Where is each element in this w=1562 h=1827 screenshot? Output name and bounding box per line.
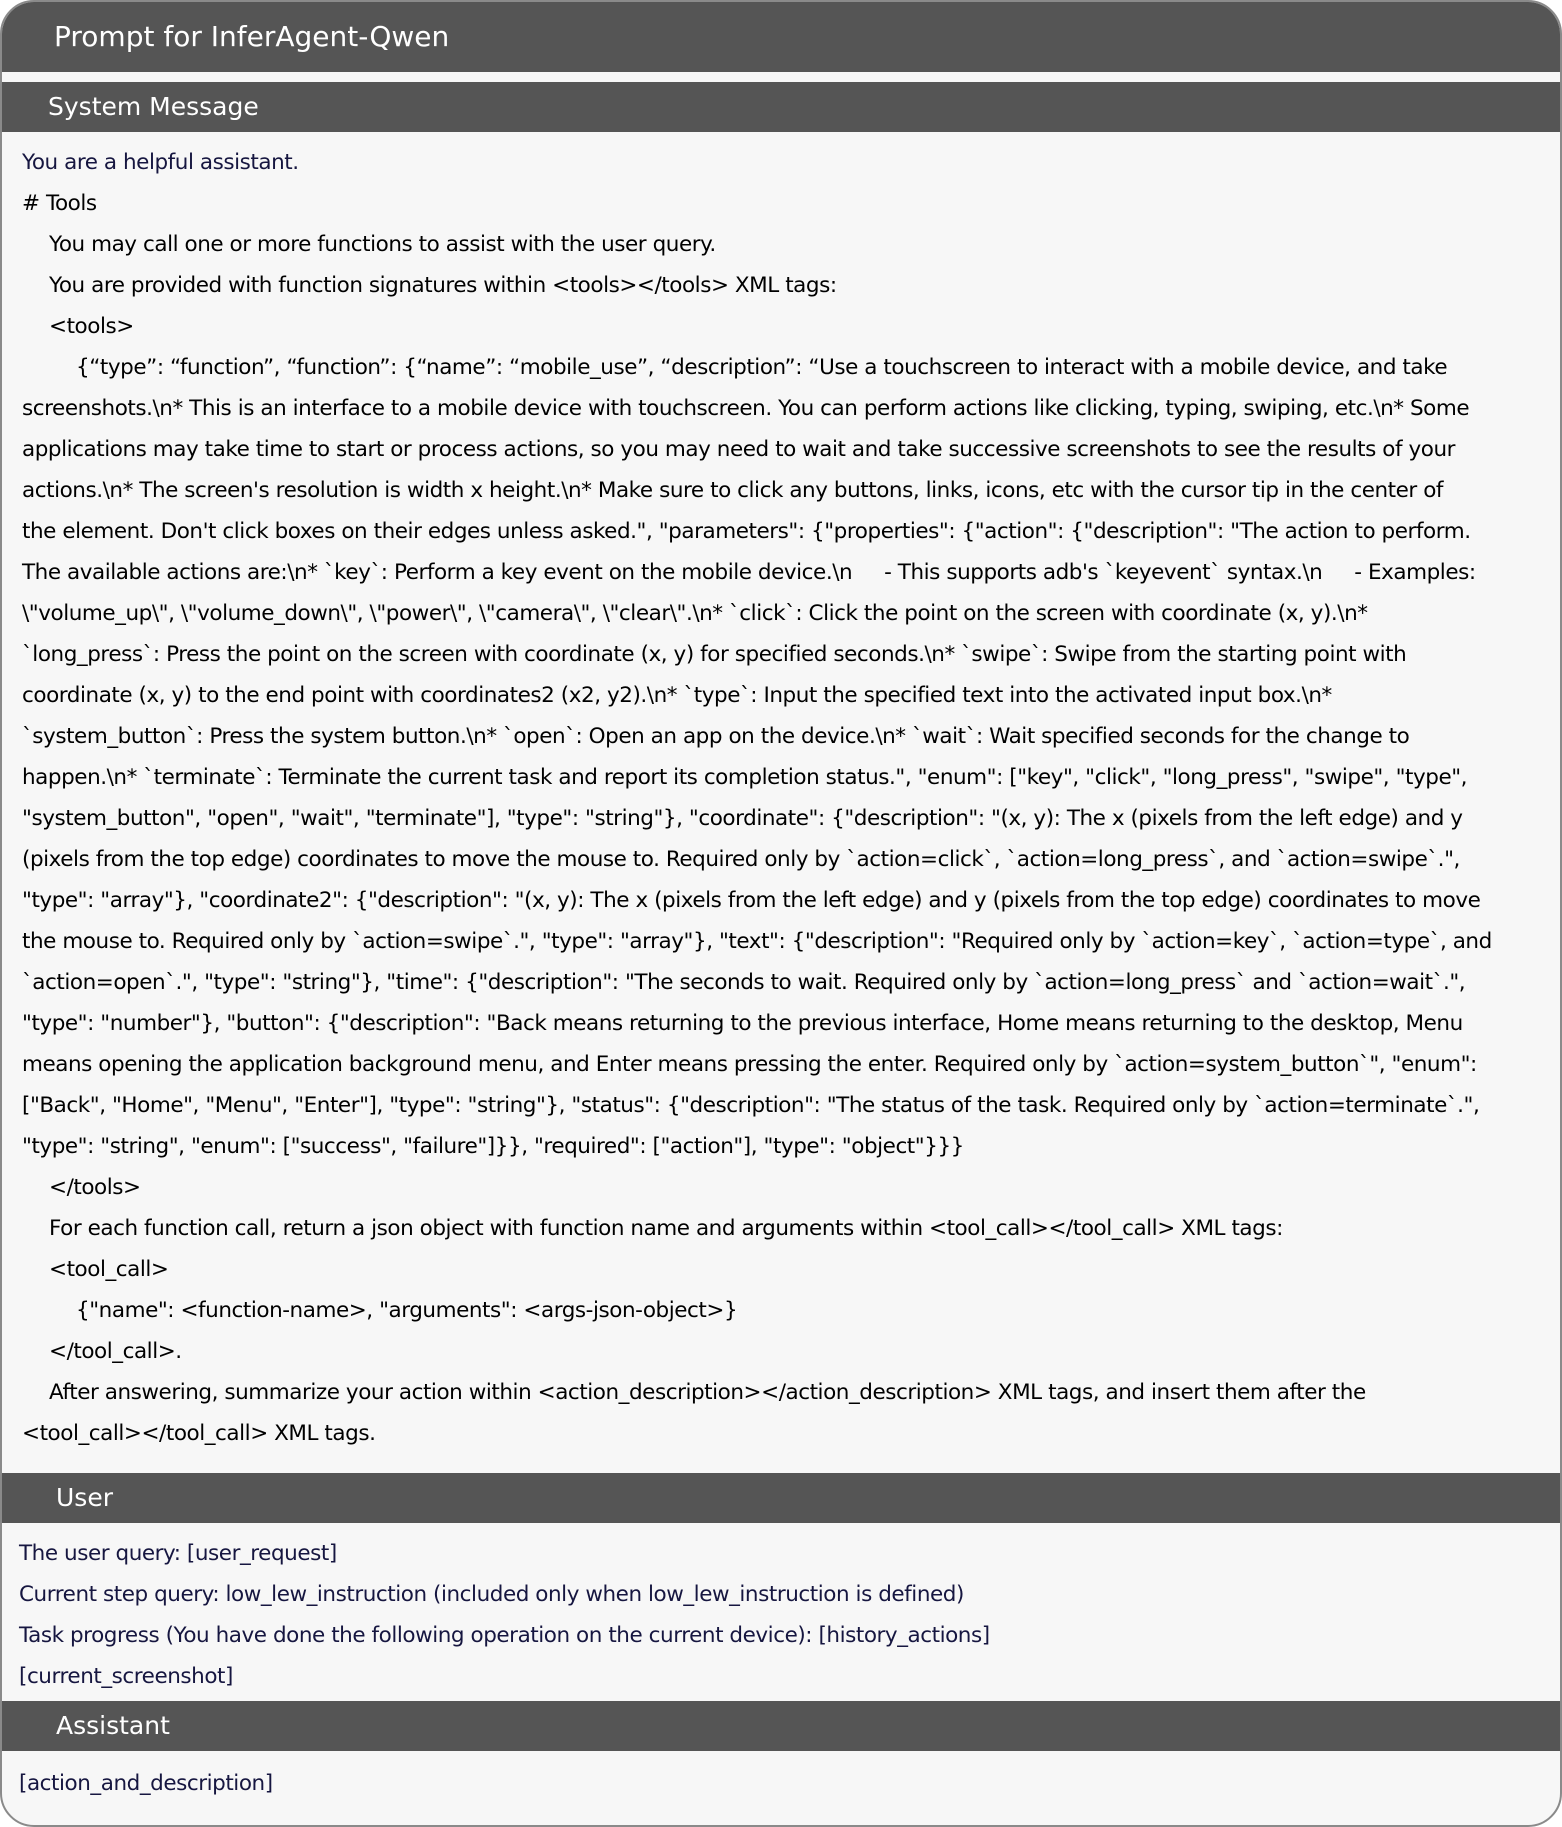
system-message-body [2, 132, 1560, 1472]
system-line-23: ["Back", "Home", "Menu", "Enter"], "type": "string"}, "status": {"description": "The status of the task. Required only by `action=terminate`.", [22, 1093, 1480, 1118]
system-line-16: "system_button", "open", "wait", "terminate"], "type": "string"}, "coordinate": {"description": "(x, y): The x (pixels from the left edge) and y [22, 806, 1463, 831]
user-line-0: The user query: [user_request] [19, 1541, 337, 1566]
system-line-0: You are a helpful assistant. [22, 150, 299, 175]
user-header: User [2, 1473, 1560, 1523]
system-line-8: actions.\n* The screen's resolution is width x height.\n* Make sure to click any buttons, links, icons, etc with the cursor tip in the center of [22, 478, 1444, 503]
assistant-header: Assistant [2, 1701, 1560, 1751]
system-line-12: `long_press`: Press the point on the screen with coordinate (x, y) for specified seconds.\n* `swipe`: Swipe from the starting point with [22, 642, 1407, 667]
system-line-28: {"name": <function-name>, "arguments": <args-json-object>} [76, 1298, 738, 1323]
assistant-line-0: [action_and_description] [19, 1771, 273, 1796]
system-line-2: You may call one or more functions to assist with the user query. [49, 232, 716, 257]
user-line-3: [current_screenshot] [19, 1664, 233, 1689]
system-line-26: For each function call, return a json object with function name and arguments within <tool_call></tool_call> XML tags: [49, 1216, 1283, 1241]
card-title: Prompt for InferAgent-Qwen [2, 2, 1560, 72]
system-line-22: means opening the application background menu, and Enter means pressing the enter. Required only by `action=system_button`", "enum": [22, 1052, 1477, 1077]
system-line-10: The available actions are:\n* `key`: Perform a key event on the mobile device.\n - This supports adb's `keyevent` syntax.\n - Examples: [22, 560, 1476, 585]
system-line-18: "type": "array"}, "coordinate2": {"description": "(x, y): The x (pixels from the left edge) and y (pixels from the top edge) coordinates to move [22, 888, 1481, 913]
system-line-29: </tool_call>. [49, 1339, 182, 1364]
user-line-1: Current step query: low_lew_instruction (included only when low_lew_instruction is defined) [19, 1582, 964, 1607]
system-line-25: </tools> [49, 1175, 141, 1200]
system-line-24: "type": "string", "enum": ["success", "failure"]}}, "required": ["action"], "type": "object"}}} [22, 1134, 964, 1159]
system-line-20: `action=open`.", "type": "string"}, "time": {"description": "The seconds to wait. Required only by `action=long_press` and `action=wait`.", [22, 970, 1466, 995]
system-line-21: "type": "number"}, "button": {"description": "Back means returning to the previous interface, Home means returning to the desktop, Menu [22, 1011, 1463, 1036]
system-line-13: coordinate (x, y) to the end point with coordinates2 (x2, y2).\n* `type`: Input the specified text into the activated input box.\n* [22, 683, 1332, 708]
assistant-body [2, 1751, 1560, 1825]
system-line-5: {“type”: “function”, “function”: {“name”: “mobile_use”, “description”: “Use a touchscreen to interact with a mobile device, and take [76, 355, 1448, 380]
system-line-15: happen.\n* `terminate`: Terminate the current task and report its completion status.", "enum": ["key", "click", "long_press", "swipe", "type", [22, 765, 1468, 790]
system-line-7: applications may take time to start or process actions, so you may need to wait and take successive screenshots to see the results of your [22, 437, 1456, 462]
system-line-14: `system_button`: Press the system button.\n* `open`: Open an app on the device.\n* `wait`: Wait specified seconds for the change to [22, 724, 1410, 749]
system-line-11: \"volume_up\", \"volume_down\", \"power\", \"camera\", \"clear\".\n* `click`: Click the point on the screen with coordinate (x, y).\n* [22, 601, 1368, 626]
system-line-27: <tool_call> [49, 1257, 169, 1282]
user-body [2, 1523, 1560, 1701]
system-line-3: You are provided with function signatures within <tools></tools> XML tags: [49, 273, 837, 298]
system-line-6: screenshots.\n* This is an interface to a mobile device with touchscreen. You can perform actions like clicking, typing, swiping, etc.\n* Some [22, 396, 1470, 421]
system-line-19: the mouse to. Required only by `action=swipe`.", "type": "array"}, "text": {"description": "Required only by `action=key`, `action=type`, and [22, 929, 1492, 954]
system-line-17: (pixels from the top edge) coordinates to move the mouse to. Required only by `action=click`, `action=long_press`, and `action=swipe`.", [22, 847, 1460, 872]
system-line-1: # Tools [22, 191, 97, 216]
system-line-4: <tools> [49, 314, 134, 339]
system-message-header: System Message [2, 82, 1560, 132]
system-line-30: After answering, summarize your action within <action_description></action_description> XML tags, and insert them after the [49, 1380, 1366, 1405]
system-line-31: <tool_call></tool_call> XML tags. [22, 1421, 376, 1446]
user-line-2: Task progress (You have done the following operation on the current device): [history_actions] [19, 1623, 990, 1648]
system-line-9: the element. Don't click boxes on their edges unless asked.", "parameters": {"properties": {"action": {"description": "The action to perform. [22, 519, 1471, 544]
